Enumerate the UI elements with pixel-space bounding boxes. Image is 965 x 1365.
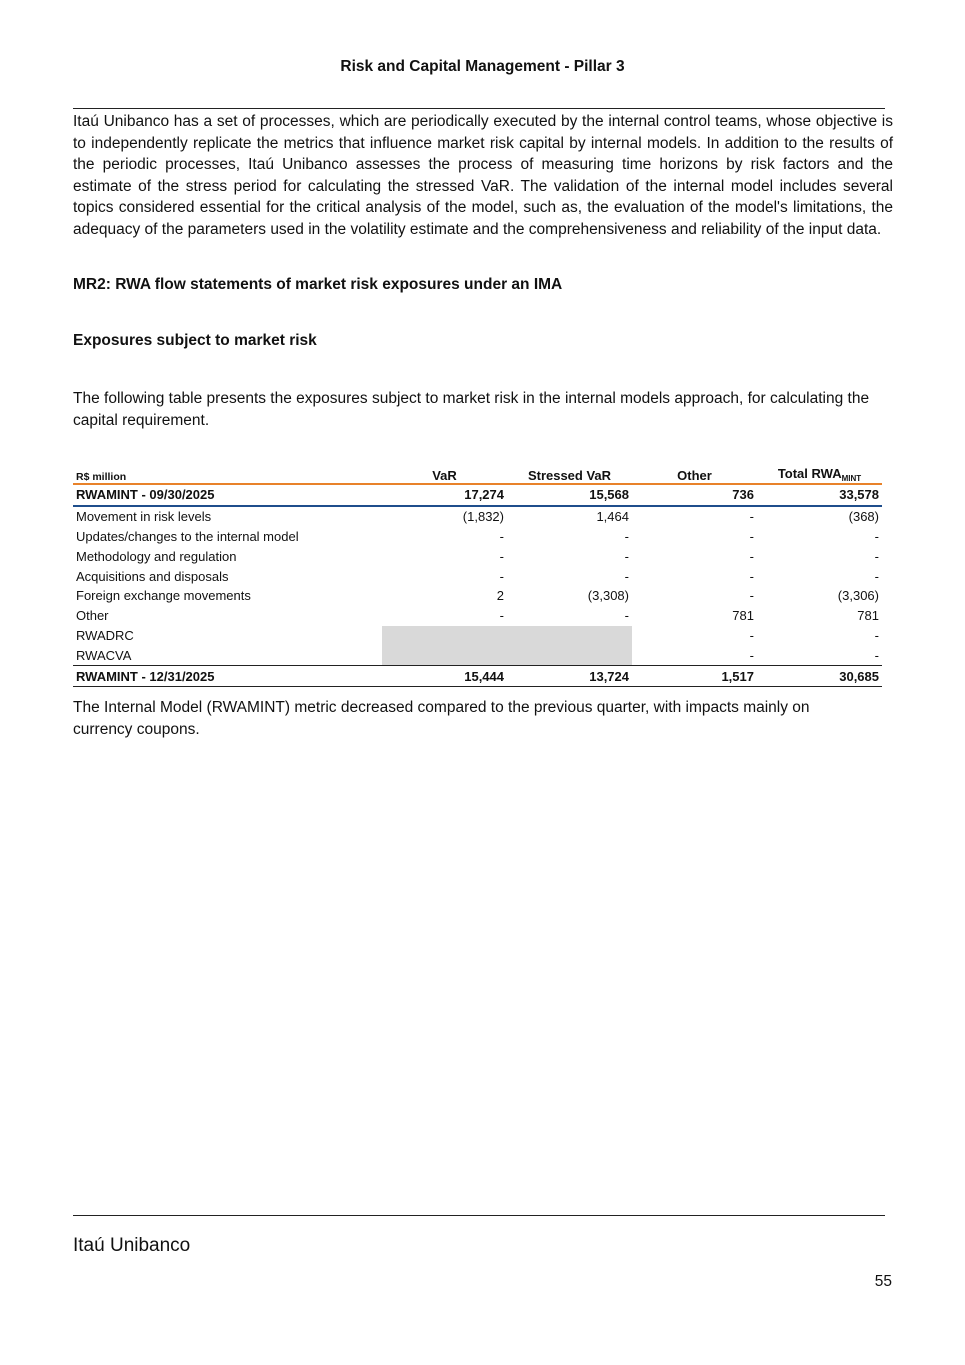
row-label: Methodology and regulation <box>76 548 237 564</box>
var-value: (1,832) <box>462 509 504 525</box>
table-row <box>73 606 882 626</box>
other-value: 781 <box>732 608 754 624</box>
col-total-subscript: MINT <box>841 474 862 483</box>
page-header-title: Risk and Capital Management - Pillar 3 <box>340 58 625 75</box>
other-value: - <box>749 647 754 663</box>
total-value: (368) <box>848 509 879 525</box>
header-divider <box>73 108 885 109</box>
row-label: Acquisitions and disposals <box>76 568 229 584</box>
row-label: Updates/changes to the internal model <box>76 528 299 544</box>
svar-value: - <box>624 548 629 564</box>
table-total-row <box>73 666 882 687</box>
svar-value: - <box>624 528 629 544</box>
table-row <box>73 546 882 566</box>
total-value: - <box>874 528 879 544</box>
not-applicable-shaded-cell <box>382 645 632 665</box>
row-label: Foreign exchange movements <box>76 588 251 604</box>
table-row <box>73 626 882 646</box>
table-row <box>73 566 882 586</box>
footer-brand: Itaú Unibanco <box>73 1235 191 1256</box>
not-applicable-shaded-cell <box>382 626 632 646</box>
table-row <box>73 586 882 606</box>
total-value: - <box>874 647 879 663</box>
svar-value: 15,568 <box>507 484 632 506</box>
footer-divider <box>73 1215 885 1216</box>
total-value: - <box>874 548 879 564</box>
intro-paragraph: Itaú Unibanco has a set of processes, which are periodically executed by the internal control teams, whose objective is to independently replicate the metrics that influence market risk capital by internal models. In addition to the results of the periodic processes, Itaú Unibanco assesses the process of measuring time horizons by risk factors and the estimate of the stress period for calculating the stressed VaR. The validation of the internal model includes several topics considered essential for the critical analysis of the model, such as, the evaluation of the model's limitations, the adequacy of the parameters used in the volatility estimate and the comprehensiveness and reliability of the input data. <box>73 113 893 238</box>
other-value: - <box>749 568 754 584</box>
total-value: 781 <box>857 608 879 624</box>
col-total-rwa <box>757 463 882 484</box>
svar-value: - <box>624 608 629 624</box>
var-value: - <box>499 528 504 544</box>
row-label: Movement in risk levels <box>76 509 212 525</box>
closing-paragraph: The Internal Model (RWAMINT) metric decreased compared to the previous quarter, with impacts mainly on currency coupons. <box>73 699 810 738</box>
other-value: - <box>749 509 754 525</box>
total-value: - <box>874 627 879 643</box>
lead-paragraph: The following table presents the exposures subject to market risk in the internal models approach, for calculating the capital requirement. <box>73 390 870 429</box>
total-value: (3,306) <box>837 588 879 604</box>
table-row <box>73 484 882 506</box>
total-value: 33,578 <box>757 484 882 506</box>
table-row <box>73 645 882 665</box>
row-label: RWAMINT - 12/31/2025 <box>73 666 382 687</box>
other-value: 736 <box>632 484 757 506</box>
unit-label: R$ million <box>73 463 382 484</box>
other-value: - <box>749 627 754 643</box>
col-var: VaR <box>382 463 507 484</box>
var-value: - <box>499 548 504 564</box>
row-label: RWADRC <box>76 627 134 643</box>
other-value: - <box>749 528 754 544</box>
table-header-row <box>73 463 882 484</box>
row-label: Other <box>76 608 109 624</box>
total-value: 30,685 <box>757 666 882 687</box>
svar-value: (3,308) <box>587 588 629 604</box>
svar-value: 1,464 <box>596 509 629 525</box>
row-label: RWAMINT - 09/30/2025 <box>73 484 382 506</box>
page-number: 55 <box>874 1273 892 1290</box>
table-row <box>73 506 882 527</box>
svar-value: - <box>624 568 629 584</box>
row-label: RWACVA <box>76 647 132 663</box>
var-value: 2 <box>496 588 504 604</box>
var-value: 15,444 <box>382 666 507 687</box>
total-value: - <box>874 568 879 584</box>
other-value: - <box>749 548 754 564</box>
var-value: - <box>499 568 504 584</box>
col-other: Other <box>632 463 757 484</box>
other-value: - <box>749 588 754 604</box>
var-value: 17,274 <box>382 484 507 506</box>
mr2-table <box>73 463 882 687</box>
col-stressed-var: Stressed VaR <box>507 463 632 484</box>
var-value: - <box>499 608 504 624</box>
col-total-label: Total RWA <box>777 466 842 481</box>
svar-value: 13,724 <box>507 666 632 687</box>
subsection-title: Exposures subject to market risk <box>73 332 317 349</box>
section-title: MR2: RWA flow statements of market risk exposures under an IMA <box>73 276 563 293</box>
table-row <box>73 527 882 547</box>
other-value: 1,517 <box>632 666 757 687</box>
